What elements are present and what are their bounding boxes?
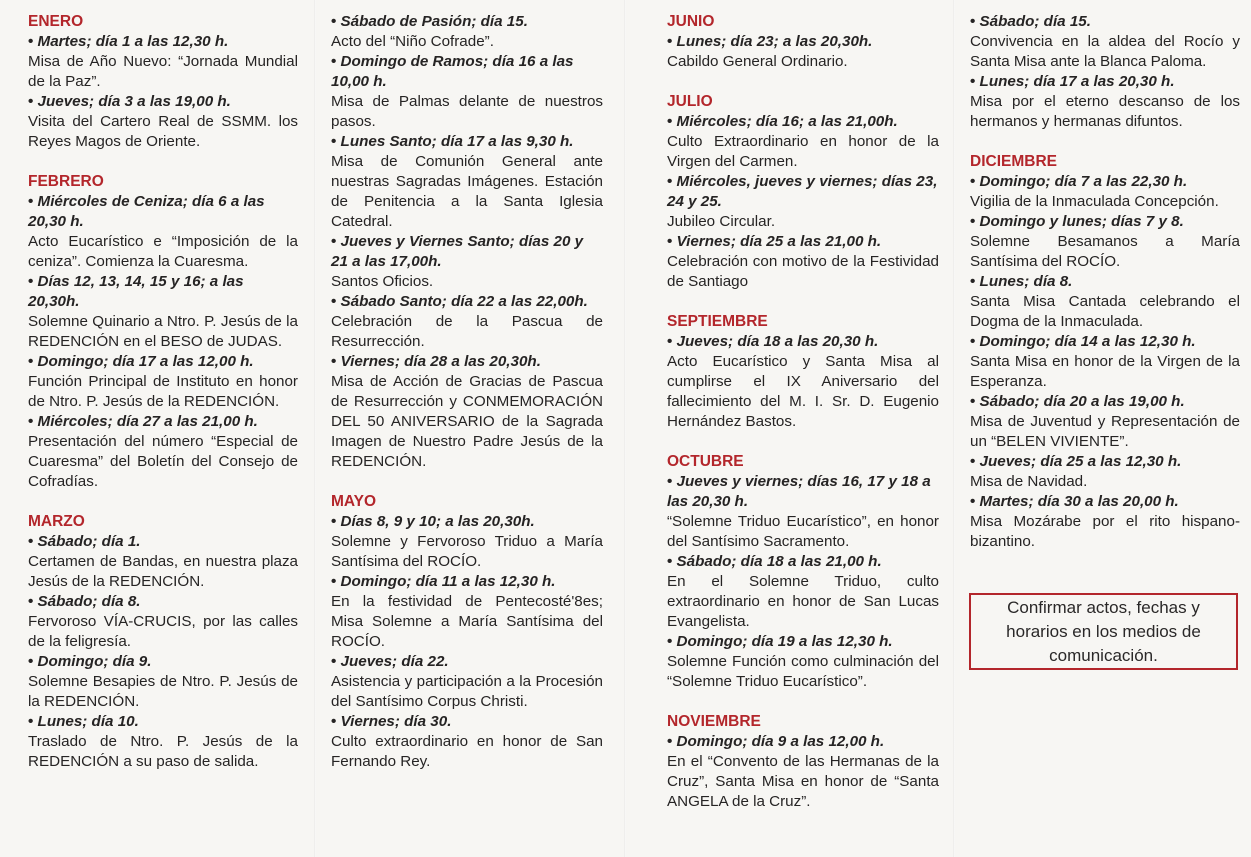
event-date: • Jueves; día 25 a las 12,30 h. [970,452,1240,472]
event-date: • Días 12, 13, 14, 15 y 16; a las 20,30h. [28,272,298,312]
month-section [667,712,939,812]
event-item [28,32,298,92]
event-date: • Martes; día 1 a las 12,30 h. [28,32,298,52]
event-description: “Solemne Triduo Eucarístico”, en honor del Santísimo Sacramento. [667,513,939,550]
month-heading: NOVIEMBRE [667,713,761,730]
event-date: • Jueves; día 3 a las 19,00 h. [28,92,298,112]
event-item [331,512,603,572]
event-item [28,92,298,152]
event-item [970,212,1240,272]
event-item [970,492,1240,552]
event-item [28,532,298,592]
event-item [331,572,603,652]
event-description: Solemne Besapies de Ntro. P. Jesús de la REDENCIÓN. [28,673,298,710]
event-description: Función Principal de Instituto en honor de Ntro. P. Jesús de la REDENCIÓN. [28,373,298,410]
event-item [331,52,603,132]
event-date: • Sábado; día 8. [28,592,298,612]
event-description: En el “Convento de las Hermanas de la Cruz”, Santa Misa en honor de “Santa ANGELA de la Cruz”. [667,753,939,810]
event-item [970,272,1240,332]
event-date: • Domingo; día 7 a las 22,30 h. [970,172,1240,192]
month-section [667,92,939,292]
month-heading: JULIO [667,93,713,110]
event-description: Misa Mozárabe por el rito hispano-bizantino. [970,513,1240,550]
event-description: Cabildo General Ordinario. [667,53,848,70]
event-date: • Sábado Santo; día 22 a las 22,00h. [331,292,603,312]
event-date: • Domingo; día 19 a las 12,30 h. [667,632,939,652]
event-description: Solemne Besamanos a María Santísima del ROCÍO. [970,233,1240,270]
event-item [970,452,1240,492]
event-date: • Viernes; día 28 a las 20,30h. [331,352,603,372]
event-date: • Lunes; día 10. [28,712,298,732]
event-date: • Días 8, 9 y 10; a las 20,30h. [331,512,603,532]
month-section [331,12,603,472]
month-heading: JUNIO [667,13,715,30]
month-section [970,12,1240,132]
event-description: Acto del “Niño Cofrade”. [331,33,494,50]
event-date: • Domingo; día 14 a las 12,30 h. [970,332,1240,352]
month-heading: MAYO [331,493,377,510]
month-heading: ENERO [28,13,84,30]
event-item [667,552,939,632]
event-item [331,132,603,232]
event-description: Santa Misa Cantada celebrando el Dogma de la Inmaculada. [970,293,1240,330]
event-item [667,32,939,72]
event-item [667,732,939,812]
event-description: Misa de Palmas delante de nuestros pasos. [331,93,603,130]
event-description: Celebración de la Pascua de Resurrección. [331,313,603,350]
event-description: Visita del Cartero Real de SSMM. los Reyes Magos de Oriente. [28,113,298,150]
event-item [667,472,939,552]
event-description: Acto Eucarístico e “Imposición de la ceniza”. Comienza la Cuaresma. [28,233,298,270]
event-item [667,632,939,692]
page-fold [314,0,316,857]
event-description: Misa de Navidad. [970,473,1088,490]
event-item [667,112,939,172]
page-fold [624,0,626,857]
column-3 [667,12,939,832]
event-description: Asistencia y participación a la Procesión del Santísimo Corpus Christi. [331,673,603,710]
event-date: • Miércoles de Ceniza; día 6 a las 20,30 h. [28,192,298,232]
column-1 [28,12,298,792]
event-date: • Martes; día 30 a las 20,00 h. [970,492,1240,512]
event-date: • Domingo; día 11 a las 12,30 h. [331,572,603,592]
event-description: Santa Misa en honor de la Virgen de la Esperanza. [970,353,1240,390]
event-item [970,172,1240,212]
event-item [331,12,603,52]
event-item [331,352,603,472]
event-description: Celebración con motivo de la Festividad de Santiago [667,253,939,290]
month-section [667,452,939,692]
event-description: Culto extraordinario en honor de San Fernando Rey. [331,733,603,770]
event-description: Presentación del número “Especial de Cuaresma” del Boletín del Consejo de Cofradías. [28,433,298,490]
event-date: • Lunes Santo; día 17 a las 9,30 h. [331,132,603,152]
event-description: En la festividad de Pentecosté'8es; Misa Solemne a María Santísima del ROCÍO. [331,593,603,650]
month-heading: OCTUBRE [667,453,744,470]
event-description: Solemne Quinario a Ntro. P. Jesús de la REDENCIÓN en el BESO de JUDAS. [28,313,298,350]
event-date: • Sábado; día 20 a las 19,00 h. [970,392,1240,412]
month-section [28,512,298,772]
month-section [331,492,603,772]
event-description: Vigilia de la Inmaculada Concepción. [970,193,1219,210]
month-heading: DICIEMBRE [970,153,1057,170]
event-description: Fervoroso VÍA-CRUCIS, por las calles de la feligresía. [28,613,298,650]
event-date: • Viernes; día 25 a las 21,00 h. [667,232,939,252]
month-section [28,172,298,492]
month-heading: FEBRERO [28,173,104,190]
event-date: • Jueves; día 18 a las 20,30 h. [667,332,939,352]
month-heading: MARZO [28,513,85,530]
event-date: • Miércoles; día 27 a las 21,00 h. [28,412,298,432]
event-date: • Lunes; día 8. [970,272,1240,292]
notice-text: Confirmar actos, fechas y horarios en los medios de comunicación. [1006,597,1201,665]
month-section [28,12,298,152]
month-section [667,12,939,72]
column-2 [331,12,603,792]
event-description: Convivencia en la aldea del Rocío y Santa Misa ante la Blanca Paloma. [970,33,1240,70]
event-description: Misa de Acción de Gracias de Pascua de Resurrección y CONMEMORACIÓN DEL 50 ANIVERSARIO de la Sagrada Imagen de Nuestro Padre Jesús de la REDENCIÓN. [331,373,603,470]
event-description: Misa de Comunión General ante nuestras Sagradas Imágenes. Estación de Penitencia a la Santa Iglesia Catedral. [331,153,603,230]
event-item [970,392,1240,452]
event-date: • Jueves y Viernes Santo; días 20 y 21 a las 17,00h. [331,232,603,272]
event-date: • Viernes; día 30. [331,712,603,732]
event-description: Solemne Función como culminación del “Solemne Triduo Eucarístico”. [667,653,939,690]
event-description: Acto Eucarístico y Santa Misa al cumplirse el IX Aniversario del fallecimiento del M. I. Sr. D. Eugenio Hernández Bastos. [667,353,939,430]
column-4 [970,12,1240,572]
event-item [28,592,298,652]
event-date: • Jueves; día 22. [331,652,603,672]
event-item [667,332,939,432]
event-item [970,72,1240,132]
page-fold [953,0,955,857]
event-item [28,352,298,412]
event-date: • Sábado; día 18 a las 21,00 h. [667,552,939,572]
event-item [28,272,298,352]
event-date: • Domingo de Ramos; día 16 a las 10,00 h. [331,52,603,92]
event-date: • Jueves y viernes; días 16, 17 y 18 a las 20,30 h. [667,472,939,512]
event-item [28,712,298,772]
event-description: Misa por el eterno descanso de los hermanos y hermanas difuntos. [970,93,1240,130]
event-description: Traslado de Ntro. P. Jesús de la REDENCIÓN a su paso de salida. [28,733,298,770]
event-description: En el Solemne Triduo, culto extraordinario en honor de San Lucas Evangelista. [667,573,939,630]
event-date: • Sábado de Pasión; día 15. [331,12,603,32]
event-description: Solemne y Fervoroso Triduo a María Santísima del ROCÍO. [331,533,603,570]
event-date: • Miércoles; día 16; a las 21,00h. [667,112,939,132]
event-item [667,172,939,232]
event-item [28,652,298,712]
event-item [331,712,603,772]
event-date: • Domingo y lunes; días 7 y 8. [970,212,1240,232]
event-date: • Domingo; día 9 a las 12,00 h. [667,732,939,752]
event-date: • Domingo; día 9. [28,652,298,672]
event-description: Culto Extraordinario en honor de la Virgen del Carmen. [667,133,939,170]
event-item [331,232,603,292]
confirmation-notice [969,593,1238,670]
event-item [331,292,603,352]
event-description: Misa de Juventud y Representación de un “BELEN VIVIENTE”. [970,413,1240,450]
event-date: • Lunes; día 17 a las 20,30 h. [970,72,1240,92]
event-date: • Sábado; día 1. [28,532,298,552]
event-item [28,412,298,492]
event-date: • Miércoles, jueves y viernes; días 23, 24 y 25. [667,172,939,212]
event-date: • Sábado; día 15. [970,12,1240,32]
month-heading: SEPTIEMBRE [667,313,768,330]
event-item [970,332,1240,392]
event-description: Misa de Año Nuevo: “Jornada Mundial de la Paz”. [28,53,298,90]
event-item [667,232,939,292]
event-item [970,12,1240,72]
event-description: Santos Oficios. [331,273,434,290]
event-item [331,652,603,712]
event-date: • Domingo; día 17 a las 12,00 h. [28,352,298,372]
event-description: Certamen de Bandas, en nuestra plaza Jesús de la REDENCIÓN. [28,553,298,590]
event-description: Jubileo Circular. [667,213,776,230]
month-section [667,312,939,432]
event-date: • Lunes; día 23; a las 20,30h. [667,32,939,52]
event-item [28,192,298,272]
month-section [970,152,1240,552]
